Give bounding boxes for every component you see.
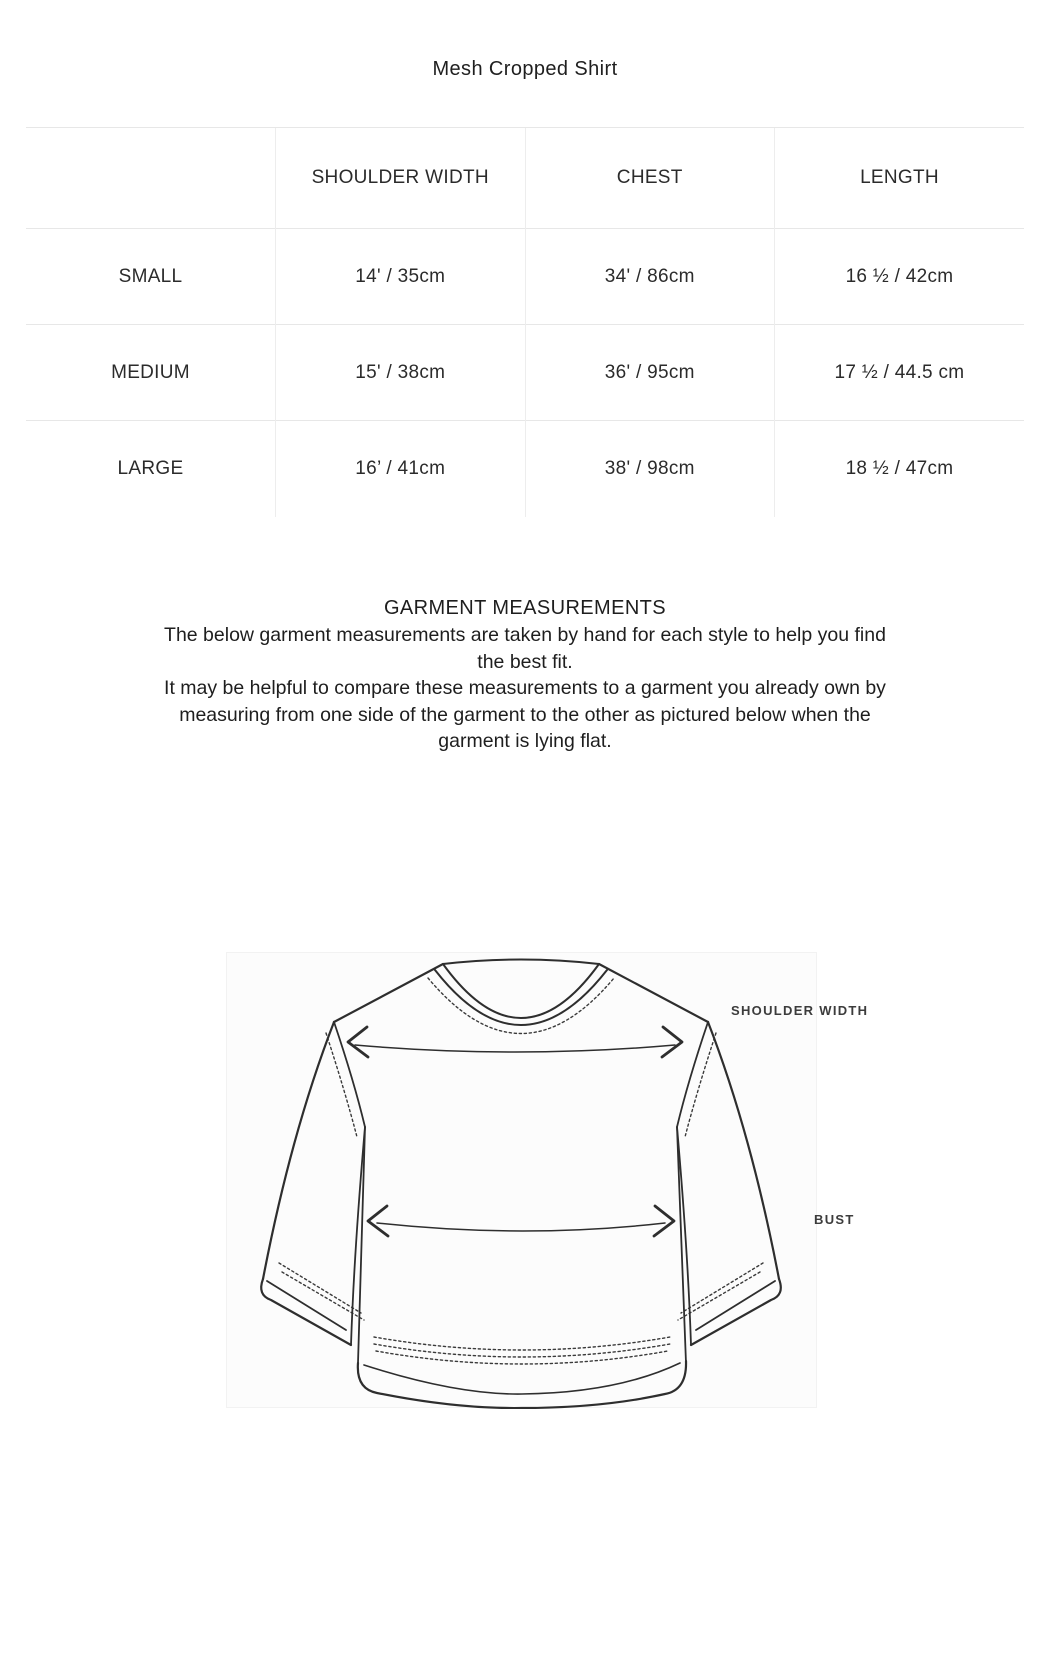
size-label: LARGE — [26, 421, 276, 517]
measurements-heading: GARMENT MEASUREMENTS — [383, 597, 667, 619]
table-cell: 14' / 35cm — [276, 229, 526, 325]
table-row-small — [26, 229, 1024, 325]
size-label: MEDIUM — [26, 325, 276, 421]
measurements-note-line: It may be helpful to compare these measurements to a garment you already own by — [164, 677, 886, 699]
measurements-note-line: garment is lying flat. — [438, 730, 612, 752]
page-title: Mesh Cropped Shirt — [432, 58, 618, 80]
table-cell: 18 ½ / 47cm — [775, 421, 1025, 517]
column-header-size — [26, 128, 276, 229]
table-cell: 16 ½ / 42cm — [775, 229, 1025, 325]
table-row-medium — [26, 325, 1024, 421]
table-cell: 17 ½ / 44.5 cm — [775, 325, 1025, 421]
garment-measurements-section — [0, 595, 1050, 755]
garment-diagram — [226, 952, 869, 1408]
table-cell: 16’ / 41cm — [276, 421, 526, 517]
shoulder-width-label: SHOULDER WIDTH — [731, 1003, 869, 1018]
bust-arrow — [368, 1206, 674, 1236]
size-chart-table — [26, 127, 1024, 517]
measurements-note-line: the best fit. — [477, 650, 573, 673]
table-cell: 38' / 98cm — [525, 421, 775, 517]
column-header-chest: CHEST — [525, 128, 775, 229]
table-cell: 36' / 95cm — [525, 325, 775, 421]
table-cell: 34' / 86cm — [525, 229, 775, 325]
shoulder-width-arrow — [348, 1027, 682, 1057]
table-row-large — [26, 421, 1024, 517]
size-label: SMALL — [26, 229, 276, 325]
table-cell: 15' / 38cm — [276, 325, 526, 421]
column-header-shoulder-width: SHOULDER WIDTH — [276, 128, 526, 229]
column-header-length: LENGTH — [775, 128, 1025, 229]
measurements-note-line: measuring from one side of the garment to the other as pictured below when the — [179, 703, 871, 726]
tshirt-line-drawing-image — [227, 953, 818, 1409]
measurements-note-line: The below garment measurements are taken by hand for each style to help you find — [164, 624, 886, 646]
table-header-row — [26, 128, 1024, 229]
bust-label: BUST — [814, 1212, 855, 1227]
